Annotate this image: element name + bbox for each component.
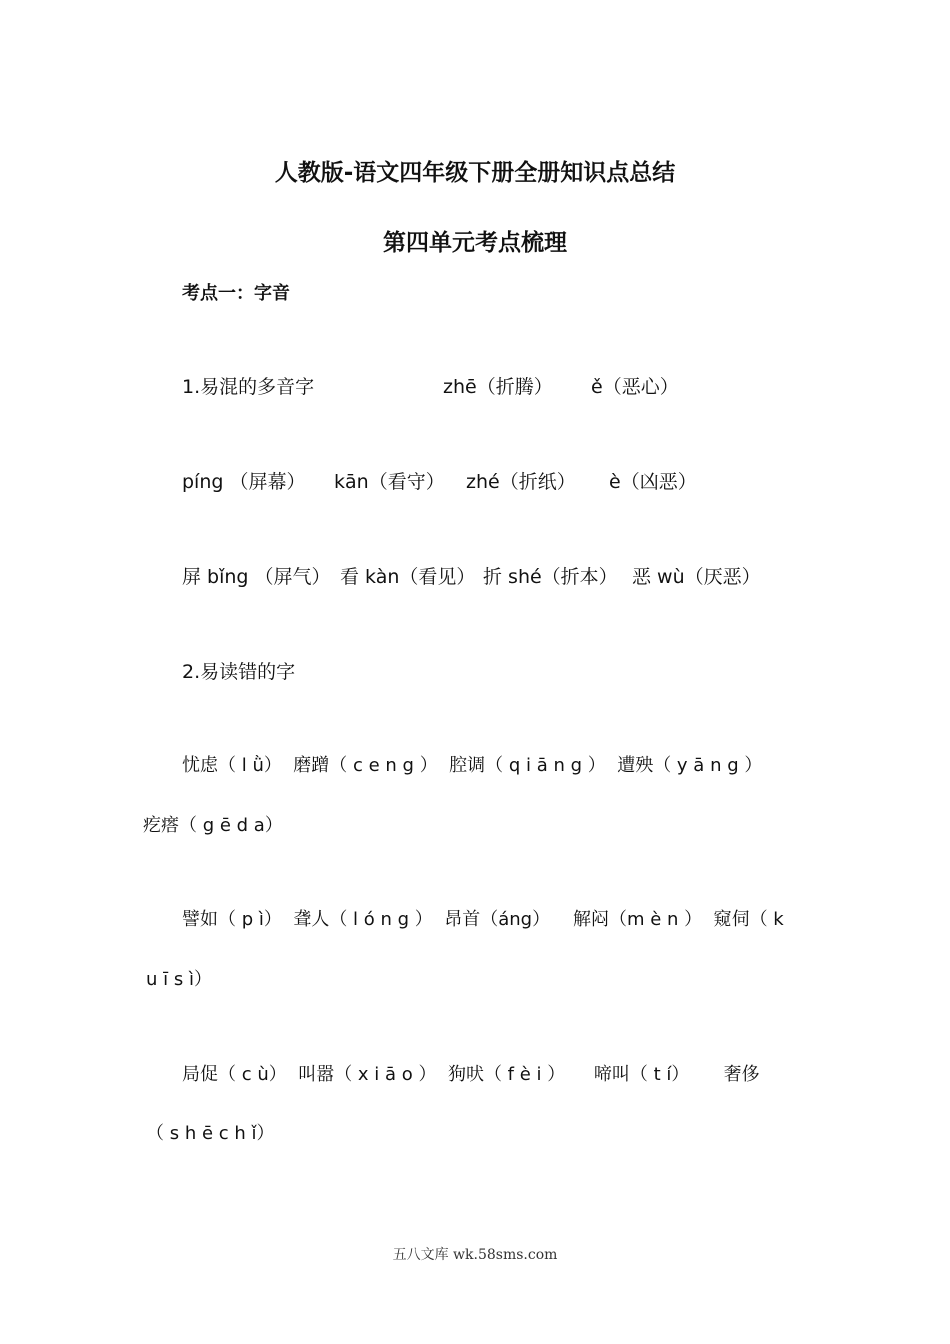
word-line: 局促（ c ù） 叫嚣（ x i ā o ） 狗吠（ f è i ） 啼叫（ t í） 奢侈 [182, 1064, 760, 1085]
word-line-continued: u ī s ì） [146, 969, 212, 990]
section-heading: 考点一：字音 [182, 283, 290, 304]
pinyin-item: kān（看守） [334, 471, 445, 493]
pinyin-item: zhē（折腾） [443, 376, 553, 398]
word-line: 忧虑（ l ǜ） 磨蹭（ c e n g ） 腔调（ q i ā n g ） 遭殃（ y ā n g ） [182, 755, 763, 776]
pinyin-item: 恶 wù（厌恶） [632, 566, 761, 588]
pinyin-item: zhé（折纸） [466, 471, 576, 493]
subheading-misread: 2.易读错的字 [182, 661, 296, 683]
subheading-polyphonic: 1.易混的多音字 [182, 376, 315, 398]
footer-watermark: 五八文库 wk.58sms.com [392, 1247, 558, 1263]
document-title: 人教版-语文四年级下册全册知识点总结 [274, 160, 676, 186]
pinyin-item: 折 shé（折本） [483, 566, 618, 588]
pinyin-item: è（凶恶） [609, 471, 697, 493]
pinyin-item: píng （屏幕） [182, 471, 306, 493]
pinyin-item: ě（恶心） [591, 376, 679, 398]
pinyin-item: 屏 bǐng （屏气） [182, 566, 331, 588]
word-line-continued: （ s h ē c h ǐ） [146, 1123, 275, 1144]
pinyin-item: 看 kàn（看见） [340, 566, 476, 588]
unit-title: 第四单元考点梳理 [383, 230, 567, 256]
word-line: 譬如（ p ì） 聋人（ l ó n g ） 昂首（áng） 解闷（m è n ） 窥伺（ k [182, 909, 784, 930]
word-line-continued: 疙瘩（ g ē d a） [143, 815, 283, 836]
